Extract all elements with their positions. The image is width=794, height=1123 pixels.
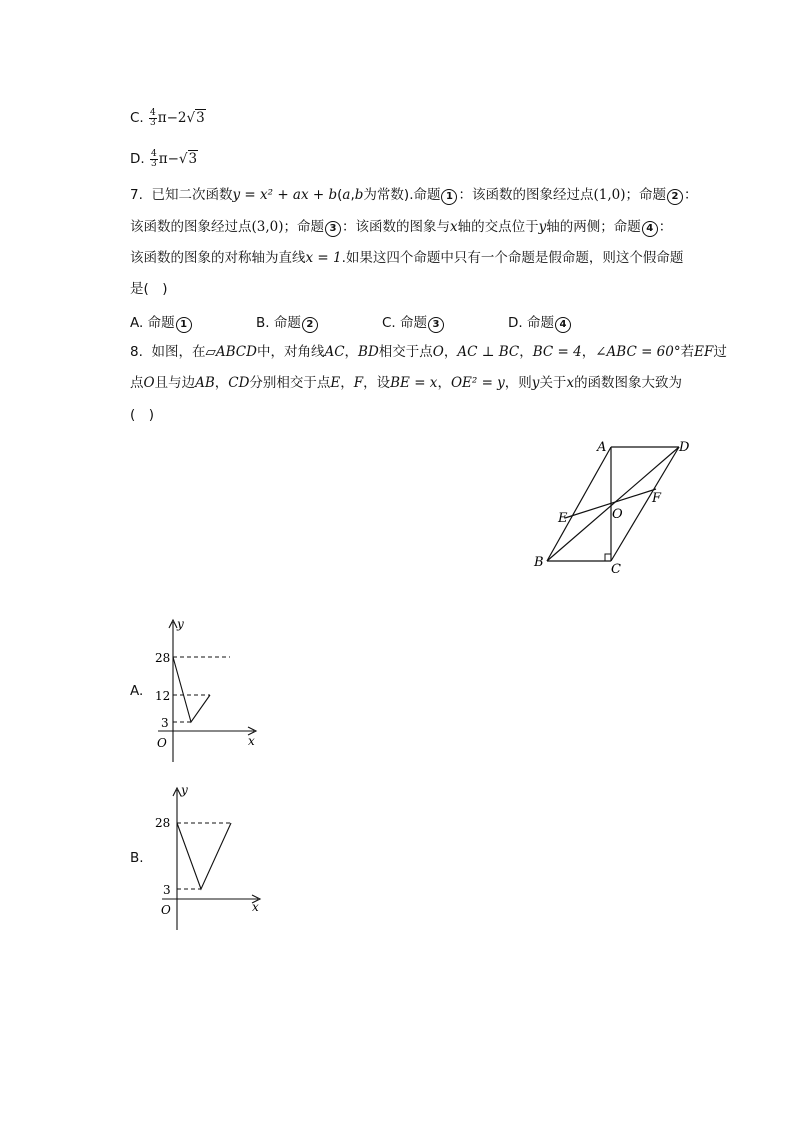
option-d-label: D. — [130, 151, 145, 167]
label-d: D — [679, 440, 690, 455]
graph-b[interactable] — [152, 783, 272, 933]
right-angle-mark — [605, 554, 611, 561]
parallelogram-figure — [525, 430, 725, 590]
circled-1: 1 — [441, 189, 457, 205]
option-c: C. $\frac{4}{3}$ π−2√3 — [130, 107, 205, 128]
q7-option-b[interactable]: B. 命题 2 — [256, 311, 319, 333]
graph-b-curve — [177, 823, 231, 889]
graph-b-tick-28: 28 — [155, 816, 171, 830]
q8-line-2: 点O且与边AB，CD分别相交于点E，F，设BE = x，OE² = y，则y关于x的函数图象大致为 — [130, 375, 683, 391]
q7-line-1: 7. 已知二次函数y = x² + ax + b(a,b为常数).命题 1 ：该函数的图象经过点(1,0)；命题 2 ： — [130, 187, 698, 203]
graph-b-x-label: x — [252, 900, 259, 914]
q8-line-1: 8. 如图，在▱ABCD中，对角线AC，BD相交于点O，AC ⊥ BC，BC = 4，∠ABC = 60°若EF过 — [130, 344, 727, 360]
graph-b-origin: O — [161, 903, 171, 917]
label-a: A — [597, 440, 607, 455]
side-cd — [611, 447, 679, 561]
graph-a[interactable] — [148, 615, 268, 765]
label-e: E — [558, 511, 568, 526]
q7-equation: y = x² + ax + b — [232, 187, 338, 203]
option-c-sqrt: √3 — [186, 110, 205, 126]
label-b: B — [534, 555, 544, 570]
q7-option-a[interactable]: A. 命题 1 — [130, 311, 193, 333]
graph-b-tick-3: 3 — [163, 883, 171, 897]
graph-a-tick-12: 12 — [155, 689, 171, 703]
q7-line-3: 该函数的图象的对称轴为直线x = 1.如果这四个命题中只有一个命题是假命题，则这个假命题 — [130, 250, 684, 266]
circled-2: 2 — [667, 189, 683, 205]
option-d-sqrt: √3 — [178, 151, 198, 167]
q7-line-4: 是( ) — [130, 281, 168, 297]
label-c: C — [611, 562, 621, 577]
label-o: O — [612, 507, 623, 522]
q7-line-2: 该函数的图象经过点(3,0)；命题 3 ：该函数的图象与x轴的交点位于y轴的两侧；命题 4 ： — [130, 219, 673, 235]
graph-a-tick-3: 3 — [161, 716, 169, 730]
graph-b-option-label[interactable]: B. — [130, 850, 144, 866]
q7-option-c[interactable]: C. 命题 3 — [382, 311, 445, 333]
option-c-label: C. — [130, 110, 144, 126]
q7-number: 7. — [130, 187, 143, 203]
label-f: F — [652, 491, 662, 506]
option-d: D. $\frac{4}{3}$ π−√3 — [130, 148, 198, 169]
graph-a-curve — [173, 657, 210, 722]
graph-a-y-label: y — [177, 617, 184, 631]
option-d-fraction: $\frac{4}{3}$ — [150, 148, 157, 169]
option-c-fraction: $\frac{4}{3}$ — [150, 107, 156, 128]
graph-a-option-label[interactable]: A. — [130, 683, 144, 699]
q7-option-d[interactable]: D. 命题 4 — [508, 311, 572, 333]
graph-a-origin: O — [157, 736, 167, 750]
q8-line-3: ( ) — [130, 407, 155, 423]
side-ab — [547, 447, 611, 561]
circled-3: 3 — [325, 221, 341, 237]
q8-number: 8. — [130, 344, 143, 360]
circled-4: 4 — [642, 221, 658, 237]
graph-a-tick-28: 28 — [155, 651, 171, 665]
graph-a-x-label: x — [248, 734, 255, 748]
graph-b-y-label: y — [181, 783, 188, 797]
